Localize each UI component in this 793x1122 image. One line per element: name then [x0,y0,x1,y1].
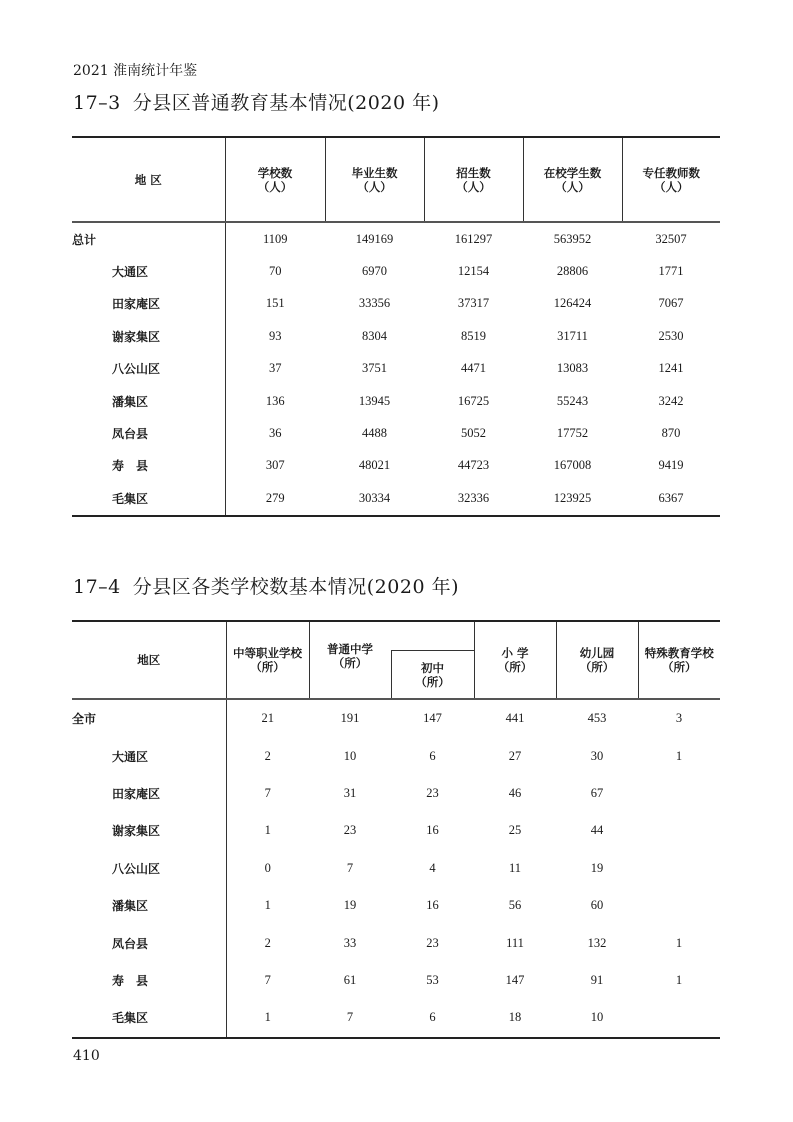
cell-value: 2530 [658,328,684,343]
cell-value: 27 [508,748,522,763]
cell-value: 30334 [325,482,424,515]
col-header-secondary-top [391,621,474,651]
cell-value: 4 [429,860,436,875]
cell-value: 563952 [553,231,592,246]
cell-value: 7 [264,972,271,987]
cell-value: 279 [225,482,325,515]
cell-value: 1 [264,823,271,838]
cell-value: 18 [474,999,556,1037]
running-head: 2021 淮南统计年鉴 [73,63,198,79]
table-row [72,737,720,774]
cell-value: 149169 [355,231,394,246]
cell-value: 25 [508,823,522,838]
cell-value: 6367 [622,482,720,515]
table-row [72,320,720,352]
cell-value: 9419 [658,458,684,473]
cell-value: 23 [426,785,439,800]
table-title-text: 分县区普通教育基本情况(2020 年) [132,92,440,114]
cell-value: 1109 [262,231,288,246]
cell-value: 93 [269,328,282,343]
cell-value: 16 [426,898,439,913]
cell-value: 31 [343,785,357,800]
region-name: 谢家集区 [72,320,225,352]
cell-value: 91 [590,972,604,987]
cell-value: 23 [426,935,439,950]
table-row [72,353,720,385]
cell-value: 2 [264,935,271,950]
table-17-3-title [73,88,440,115]
cell-value: 126424 [553,296,592,311]
col-header-kindergarten: 幼儿园 （所） [556,621,638,699]
cell-value: 0 [264,860,271,875]
cell-value: 453 [587,711,607,726]
cell-value: 10 [343,748,357,763]
table-row [72,385,720,417]
cell-value: 12154 [457,264,490,279]
table-17-4-title [73,572,459,599]
table-row [72,482,720,515]
header-row [72,137,720,222]
cell-value: 8304 [362,328,387,343]
cell-value: 44 [590,823,604,838]
cell-value [638,850,720,887]
cell-value: 61 [343,972,357,987]
cell-value: 33356 [358,296,391,311]
page-number: 410 [73,1048,100,1064]
region-name: 凤台县 [72,417,225,449]
cell-value: 19 [343,898,357,913]
table-number: 17–3 [73,92,121,114]
cell-value: 161297 [454,231,493,246]
cell-value: 13083 [556,361,589,376]
cell-value [638,999,720,1037]
cell-value: 7067 [658,296,684,311]
cell-value: 21 [261,711,274,726]
cell-value: 1241 [658,361,684,376]
cell-value: 53 [426,972,439,987]
cell-value: 151 [265,296,285,311]
cell-value: 46 [508,785,522,800]
cell-value: 147 [423,711,442,726]
region-name: 八公山区 [72,353,225,385]
cell-value: 132 [587,935,607,950]
col-header-region: 地 区 [72,137,225,222]
cell-value: 33 [343,935,357,950]
col-header-teachers: 专任教师数 （人） [622,137,720,222]
total-label: 全市 [72,699,226,737]
table-row [72,288,720,320]
cell-value: 1 [226,999,309,1037]
table-row [72,812,720,849]
table-row [72,255,720,287]
cell-value: 5052 [461,426,486,441]
cell-value: 30 [590,748,604,763]
table-17-4 [72,620,720,1039]
cell-value: 70 [269,264,282,279]
cell-value: 1771 [658,264,684,279]
table-number: 17–4 [73,576,121,598]
cell-value: 1 [675,972,683,987]
cell-value: 3242 [658,393,684,408]
col-header-schools: 学校数 （人） [225,137,325,222]
region-name: 大通区 [72,255,225,287]
cell-value: 56 [508,898,522,913]
cell-value: 7 [309,999,391,1037]
table-row [72,417,720,449]
region-name: 谢家集区 [72,812,226,849]
cell-value [638,775,720,812]
region-name: 寿 县 [72,962,226,999]
table-row [72,962,720,999]
cell-value: 441 [505,711,525,726]
region-name: 田家庵区 [72,775,226,812]
cell-value: 19 [590,860,604,875]
cell-value: 870 [661,426,681,441]
cell-value: 32336 [424,482,523,515]
table-row [72,850,720,887]
cell-value: 10 [556,999,638,1037]
cell-value: 7 [346,860,354,875]
cell-value: 37317 [457,296,490,311]
cell-value: 167008 [553,458,592,473]
cell-value: 1 [675,935,683,950]
cell-value: 147 [505,972,525,987]
table-row [72,450,720,482]
cell-value: 136 [265,393,285,408]
col-header-students: 在校学生数 （人） [523,137,622,222]
cell-value: 23 [343,823,357,838]
cell-value: 16 [426,823,439,838]
table-row [72,924,720,961]
cell-value: 111 [506,935,524,950]
cell-value: 13945 [358,393,391,408]
cell-value: 4488 [362,426,387,441]
table-row [72,775,720,812]
cell-value: 37 [269,361,282,376]
cell-value: 8519 [461,328,486,343]
region-name: 寿 县 [72,450,225,482]
cell-value: 4471 [461,361,486,376]
cell-value: 6 [391,999,474,1037]
cell-value: 67 [590,785,604,800]
region-name: 潘集区 [72,887,226,924]
cell-value: 6 [429,748,436,763]
table-row [72,222,720,255]
cell-value: 307 [265,458,285,473]
cell-value: 28806 [556,264,589,279]
table-row [72,999,720,1037]
cell-value: 60 [590,898,604,913]
cell-value: 3751 [362,361,387,376]
cell-value: 11 [508,860,522,875]
cell-value: 7 [264,785,271,800]
col-header-enrollment: 招生数 （人） [424,137,523,222]
region-name: 毛集区 [72,482,225,515]
cell-value [638,887,720,924]
cell-value: 44723 [457,458,490,473]
total-label: 总计 [72,222,225,255]
col-header-special: 特殊教育学校 （所） [638,621,720,699]
cell-value: 48021 [358,458,391,473]
cell-value: 16725 [457,393,490,408]
cell-value: 55243 [556,393,589,408]
cell-value: 191 [340,711,360,726]
cell-value: 32507 [655,231,687,246]
region-name: 田家庵区 [72,288,225,320]
header-row [72,621,720,651]
cell-value: 6970 [362,264,387,279]
col-header-primary: 小 学 （所） [474,621,556,699]
cell-value: 1 [675,748,683,763]
cell-value: 31711 [557,328,588,343]
cell-value [638,812,720,849]
region-name: 大通区 [72,737,226,774]
table-row [72,887,720,924]
cell-value: 2 [264,748,271,763]
cell-value: 3 [675,711,683,726]
col-header-region: 地区 [72,621,226,699]
table-title-text: 分县区各类学校数基本情况(2020 年) [132,576,459,598]
cell-value: 1 [264,898,271,913]
cell-value: 36 [269,426,282,441]
col-header-vocational: 中等职业学校 （所） [226,621,309,699]
col-header-junior: 初中 （所） [391,651,474,700]
region-name: 八公山区 [72,850,226,887]
col-header-graduates: 毕业生数 （人） [325,137,424,222]
table-row [72,699,720,737]
cell-value: 123925 [523,482,622,515]
col-header-secondary: 普通中学 （所） [309,621,391,699]
region-name: 潘集区 [72,385,225,417]
table-17-3 [72,136,720,517]
region-name: 毛集区 [72,999,226,1037]
cell-value: 17752 [556,426,589,441]
region-name: 凤台县 [72,924,226,961]
